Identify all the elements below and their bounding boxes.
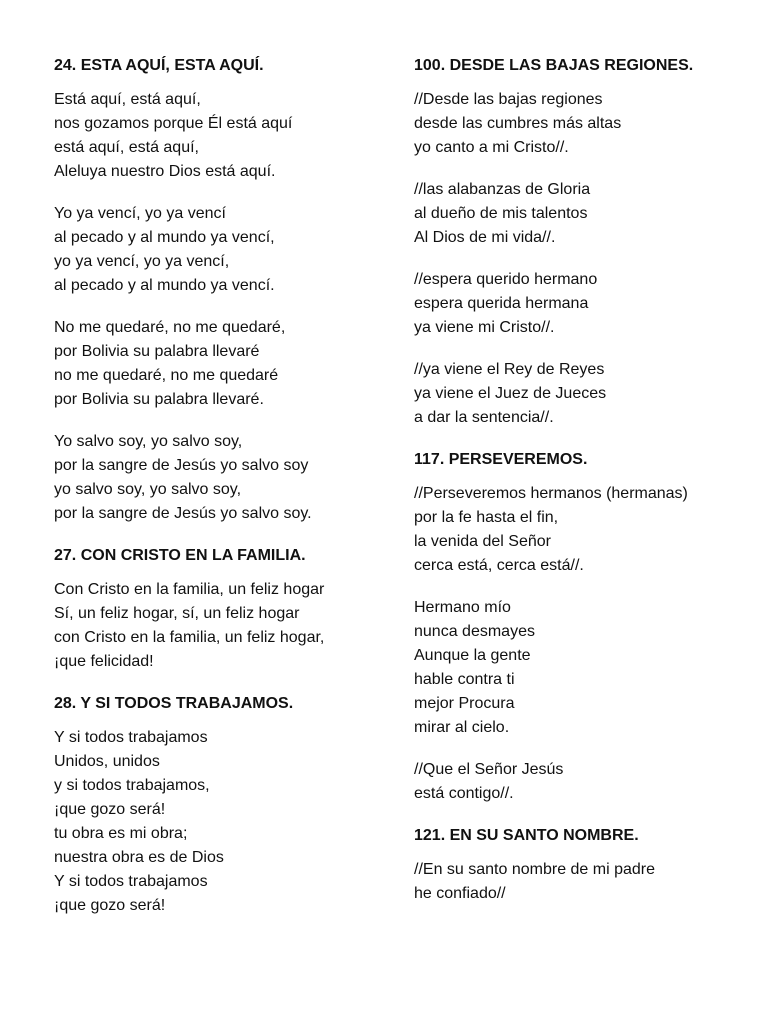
stanza: [54, 726, 384, 918]
lyric-line: Aleluya nuestro Dios está aquí.: [54, 163, 276, 180]
lyric-line: Y si todos trabajamos: [54, 729, 208, 746]
lyric-line: nunca desmayes: [414, 623, 535, 640]
lyric-line: ya viene el Juez de Jueces: [414, 385, 607, 402]
lyric-line: por la fe hasta el fin,: [414, 509, 559, 526]
stanza: [414, 596, 744, 740]
stanza: [414, 482, 744, 578]
lyric-line: ¡que felicidad!: [54, 653, 154, 670]
song-title: 100. DESDE LAS BAJAS REGIONES.: [414, 57, 694, 74]
lyric-line: //ya viene el Rey de Reyes: [414, 361, 605, 378]
lyric-line: No me quedaré, no me quedaré,: [54, 319, 286, 336]
song-title: 117. PERSEVEREMOS.: [414, 451, 588, 468]
lyric-line: //Que el Señor Jesús: [414, 761, 564, 778]
lyric-line: Unidos, unidos: [54, 753, 160, 770]
song: [54, 544, 384, 674]
lyric-line: yo salvo soy, yo salvo soy,: [54, 481, 242, 498]
song: [54, 54, 384, 526]
stanza: [414, 88, 744, 160]
lyric-line: Y si todos trabajamos: [54, 873, 208, 890]
lyric-line: ya viene mi Cristo//.: [414, 319, 555, 336]
song-title: 27. CON CRISTO EN LA FAMILIA.: [54, 547, 306, 564]
lyric-line: espera querida hermana: [414, 295, 589, 312]
lyric-line: //Desde las bajas regiones: [414, 91, 603, 108]
lyric-line: nuestra obra es de Dios: [54, 849, 224, 866]
right-column: [414, 54, 744, 924]
lyric-line: con Cristo en la familia, un feliz hogar,: [54, 629, 325, 646]
stanza: [414, 358, 744, 430]
lyric-line: y si todos trabajamos,: [54, 777, 210, 794]
lyric-line: al pecado y al mundo ya vencí,: [54, 229, 275, 246]
song: [414, 824, 744, 906]
song-title: 24. ESTA AQUÍ, ESTA AQUÍ.: [54, 57, 264, 74]
lyric-line: Hermano mío: [414, 599, 511, 616]
lyric-line: mejor Procura: [414, 695, 515, 712]
song: [54, 692, 384, 918]
lyric-line: Yo salvo soy, yo salvo soy,: [54, 433, 243, 450]
lyric-line: por la sangre de Jesús yo salvo soy: [54, 457, 309, 474]
lyric-line: por la sangre de Jesús yo salvo soy.: [54, 505, 312, 522]
stanza: [414, 758, 744, 806]
lyric-line: Está aquí, está aquí,: [54, 91, 201, 108]
lyric-line: está aquí, está aquí,: [54, 139, 199, 156]
stanza: [54, 202, 384, 298]
left-column: [54, 54, 384, 936]
lyric-line: por Bolivia su palabra llevaré: [54, 343, 260, 360]
stanza: [54, 578, 384, 674]
lyric-line: //En su santo nombre de mi padre: [414, 861, 656, 878]
lyric-line: //espera querido hermano: [414, 271, 598, 288]
lyric-line: no me quedaré, no me quedaré: [54, 367, 279, 384]
lyric-line: la venida del Señor: [414, 533, 551, 550]
lyric-line: ¡que gozo será!: [54, 897, 166, 914]
lyric-line: cerca está, cerca está//.: [414, 557, 584, 574]
lyric-line: he confiado//: [414, 885, 506, 902]
lyric-line: está contigo//.: [414, 785, 514, 802]
lyric-line: ¡que gozo será!: [54, 801, 166, 818]
lyric-line: al dueño de mis talentos: [414, 205, 588, 222]
stanza: [54, 316, 384, 412]
stanza: [414, 268, 744, 340]
lyric-line: //las alabanzas de Gloria: [414, 181, 591, 198]
lyric-line: tu obra es mi obra;: [54, 825, 188, 842]
stanza: [54, 430, 384, 526]
song-title: 28. Y SI TODOS TRABAJAMOS.: [54, 695, 294, 712]
lyric-line: yo canto a mi Cristo//.: [414, 139, 569, 156]
lyric-line: nos gozamos porque Él está aquí: [54, 115, 293, 132]
song: [414, 54, 744, 430]
lyric-line: yo ya vencí, yo ya vencí,: [54, 253, 230, 270]
lyric-line: Aunque la gente: [414, 647, 531, 664]
lyric-line: hable contra ti: [414, 671, 515, 688]
stanza: [414, 178, 744, 250]
lyric-line: //Perseveremos hermanos (hermanas): [414, 485, 688, 502]
lyric-line: mirar al cielo.: [414, 719, 510, 736]
song-title: 121. EN SU SANTO NOMBRE.: [414, 827, 639, 844]
lyric-line: a dar la sentencia//.: [414, 409, 554, 426]
stanza: [414, 858, 744, 906]
lyric-line: Al Dios de mi vida//.: [414, 229, 556, 246]
song: [414, 448, 744, 806]
stanza: [54, 88, 384, 184]
lyric-line: desde las cumbres más altas: [414, 115, 622, 132]
lyric-line: Sí, un feliz hogar, sí, un feliz hogar: [54, 605, 300, 622]
lyric-line: Yo ya vencí, yo ya vencí: [54, 205, 226, 222]
lyric-line: al pecado y al mundo ya vencí.: [54, 277, 275, 294]
lyric-line: por Bolivia su palabra llevaré.: [54, 391, 264, 408]
lyric-line: Con Cristo en la familia, un feliz hogar: [54, 581, 325, 598]
